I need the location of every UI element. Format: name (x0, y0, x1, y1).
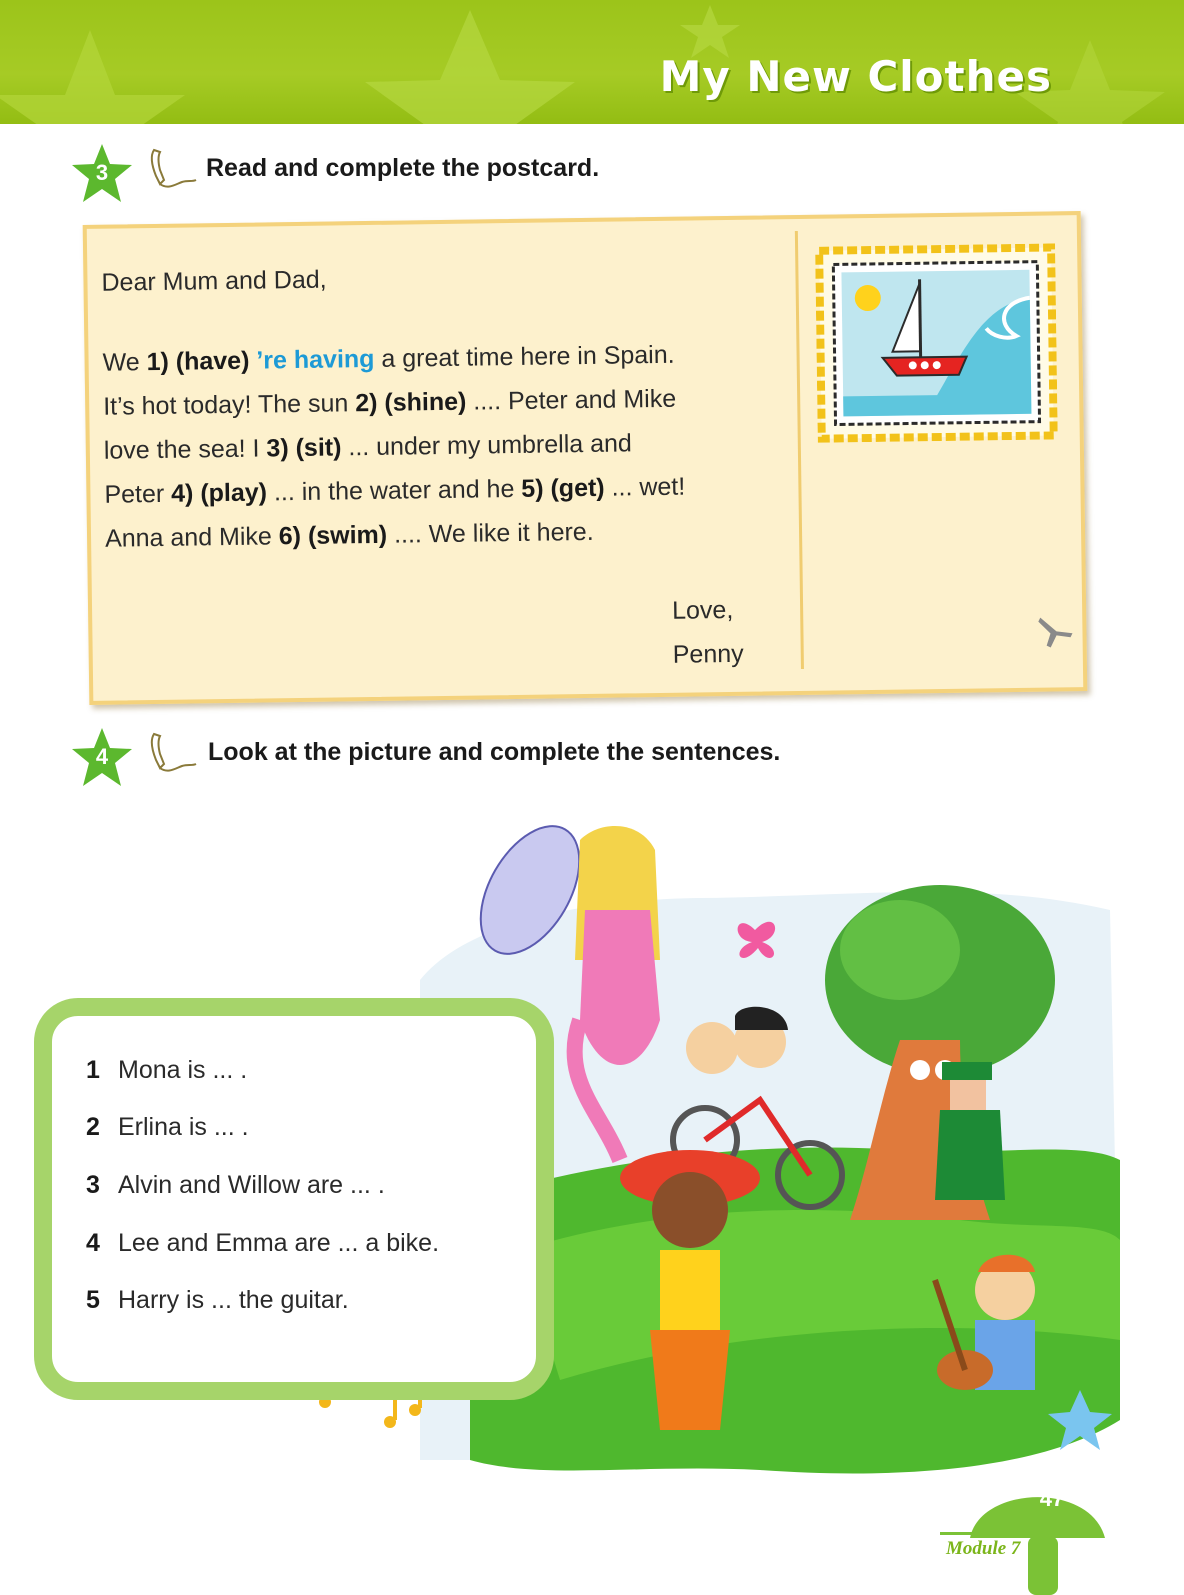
postcard-signature: Penny (672, 639, 744, 669)
sentence-number: 1 (86, 1056, 100, 1084)
verb-prompt: 4) (play) (170, 478, 268, 508)
sentence-1 (86, 1056, 247, 1085)
exercise-3-heading (70, 142, 1070, 212)
pencil-icon (146, 730, 200, 776)
module-label: Module 7 (946, 1538, 1021, 1559)
postcard (83, 211, 1088, 705)
text: We (102, 348, 147, 377)
postcard-closing: Love, (671, 595, 734, 625)
postcard-divider (795, 231, 804, 669)
exercise-number: 4 (95, 744, 109, 769)
postcard-greeting: Dear Mum and Dad, (101, 265, 327, 297)
page-header (0, 0, 1184, 124)
postcard-line-4 (104, 473, 685, 510)
postcard-line-5 (105, 518, 594, 554)
text: ... under my umbrella and (341, 429, 633, 462)
verb-prompt: 5) (get) (521, 473, 605, 503)
sentence-number: 5 (86, 1286, 100, 1314)
sentence-text: Lee and Emma are ... a bike. (118, 1229, 440, 1257)
text: love the sea! I (103, 434, 267, 465)
airplane-icon (1036, 611, 1077, 652)
verb-prompt: 2) (shine) (355, 387, 467, 418)
sentence-text: Harry is ... the guitar. (118, 1286, 349, 1314)
postcard-line-2 (103, 385, 676, 422)
postcard-line-1 (102, 341, 674, 378)
text: It’s hot today! The sun (103, 389, 356, 421)
sentence-3 (86, 1171, 385, 1200)
verb-prompt: 1) (have) (146, 346, 257, 377)
sentence-number: 2 (86, 1113, 100, 1141)
text: .... Peter and Mike (466, 384, 677, 416)
sentence-4 (86, 1229, 439, 1258)
sentence-text: Alvin and Willow are ... . (118, 1171, 385, 1199)
sentence-number: 4 (86, 1229, 100, 1257)
sentence-5 (86, 1286, 349, 1315)
sentence-2 (86, 1113, 249, 1142)
postage-stamp-image (815, 243, 1058, 442)
exercise-3-instruction: Read and complete the postcard. (206, 154, 600, 182)
sentence-number: 3 (86, 1171, 100, 1199)
page-number: 47 (1039, 1486, 1065, 1511)
page-title: My New Clothes (659, 52, 1052, 101)
sentence-text: Erlina is ... . (118, 1113, 249, 1141)
sentence-text: Mona is ... . (118, 1056, 248, 1084)
postcard-line-3 (104, 429, 632, 465)
exercise-4-instruction: Look at the picture and complete the sentences. (208, 738, 781, 766)
text: Peter (104, 479, 172, 509)
verb-prompt: 3) (sit) (266, 433, 342, 463)
text: ... in the water and he (266, 474, 522, 507)
pencil-icon (146, 146, 200, 192)
text: ... wet! (604, 472, 686, 502)
text: Anna and Mike (104, 522, 279, 553)
verb-prompt: 6) (swim) (278, 520, 388, 551)
exercise-number: 3 (95, 160, 109, 185)
text: a great time here in Spain. (374, 340, 675, 373)
example-answer: ’re having (256, 344, 375, 375)
text: .... We like it here. (386, 517, 594, 549)
